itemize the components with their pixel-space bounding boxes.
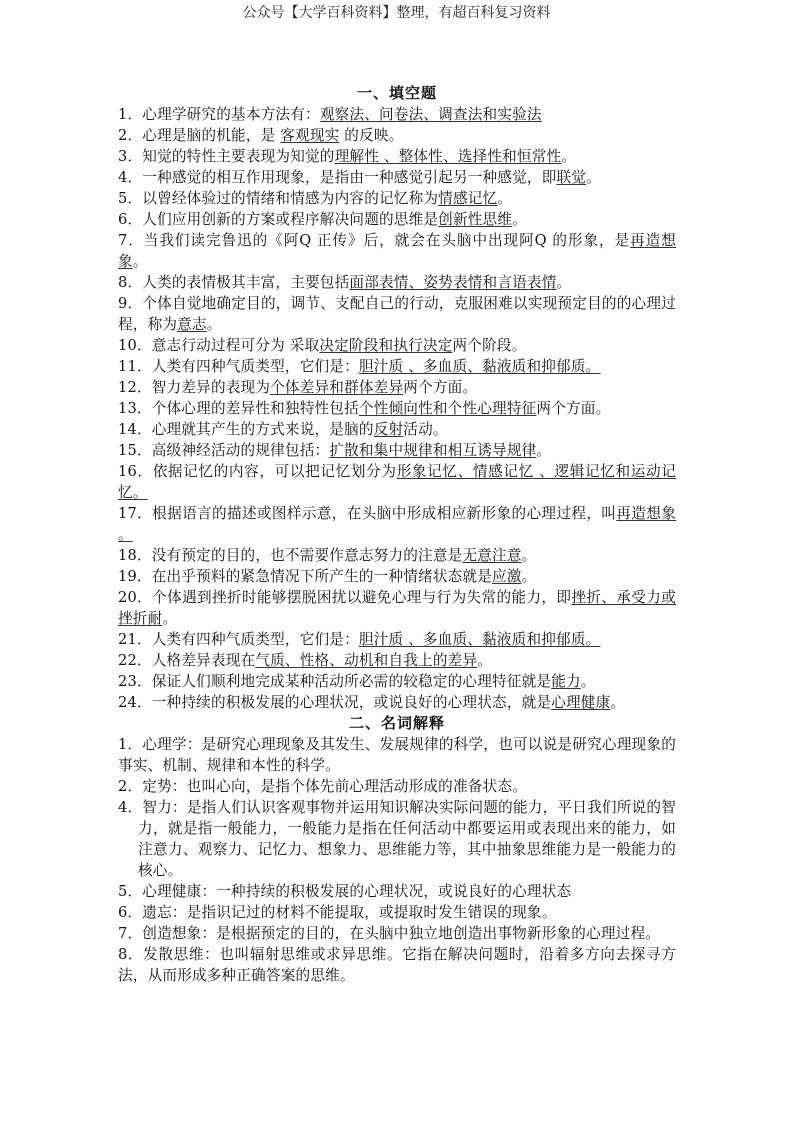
answer: 情感记忆: [438, 190, 498, 207]
answer: 创新性思维: [438, 211, 513, 228]
fill-item: 17．根据语言的描述或图样示意，在头脑中形成相应新形象的心理过程，叫再造想象 。: [118, 505, 676, 543]
fill-item: 2．心理是脑的机能，是 客观现实 的反映。: [118, 127, 404, 144]
definitions-list: [118, 734, 676, 986]
answer: 挫折、承受力或挫折耐: [118, 589, 676, 627]
fill-item: 5．以曾经体验过的情绪和情感为内容的记忆称为情感记忆。: [118, 190, 513, 207]
definition-item: 5．心理健康：一种持续的积极发展的心理状况，或说良好的心理状态: [118, 883, 572, 900]
answer: 个体差异和群体差异: [270, 379, 404, 396]
fill-item: 1．心理学研究的基本方法有：观察法、问卷法、调查法和实验法: [118, 106, 542, 123]
answer: 意志: [177, 316, 207, 333]
fill-item: 9．个体自觉地确定目的，调节、支配自己的行动，克服困难以实现预定目的的心理过程，称为意志。: [118, 295, 676, 333]
fill-item: 24．一种持续的积极发展的心理状况，或说良好的心理状态，就是心理健康。: [118, 694, 626, 711]
fill-in-list: [118, 104, 676, 713]
definition-item: 4．智力：是指人们认识客观事物并运用知识解决实际问题的能力，平日我们所说的智力，就是指一般能力，一般能力是指在任何活动中都要运用或表现出来的能力，如注意力、观察力、记忆力、想象力、思维能力等，其中抽象思维能力是一般能力的核心。: [118, 799, 676, 879]
definition-item: 6．遗忘：是指识记过的材料不能提取，或提取时发生错误的现象。: [118, 904, 557, 921]
answer: 扩散和集中规律和相互诱导规律: [329, 442, 537, 459]
answer: 观察法、问卷法、调查法和实验法: [319, 106, 542, 123]
fill-item: 6．人们应用创新的方案或程序解决问题的思维是创新性思维。: [118, 211, 527, 228]
fill-item: 18．没有预定的目的，也不需要作意志努力的注意是无意注意。: [118, 547, 537, 564]
fill-item: 14．心理就其产生的方式来说，是脑的反射活动。: [118, 421, 448, 438]
fill-item: 20．个体遇到挫折时能够摆脱困扰以避免心理与行为失常的能力，即挫折、承受力或挫折耐。: [118, 589, 676, 627]
fill-item: 11．人类有四种气质类型，它们是：胆汁质 、多血质、黏液质和抑郁质。: [118, 358, 601, 375]
fill-item: 15．高级神经活动的规律包括：扩散和集中规律和相互诱导规律。: [118, 442, 552, 459]
fill-item: 12．智力差异的表现为个体差异和群体差异两个方面。: [118, 379, 478, 396]
answer: 形象记忆、情感记忆 、逻辑记忆和运动记忆。: [118, 463, 677, 501]
fill-item: 22．人格差异表现在气质、性格、动机和自我上的差异。: [118, 652, 493, 669]
fill-item: 16．依据记忆的内容，可以把记忆划分为形象记忆、情感记忆 、逻辑记忆和运动记忆。: [118, 463, 677, 501]
answer: 个性倾向性和个性心理特征: [358, 400, 537, 417]
answer: 决定阶段和执行决定: [319, 337, 453, 354]
fill-item: 23．保证人们顺利地完成某种活动所必需的较稳定的心理特征就是能力。: [118, 673, 596, 690]
definition-item: 2．定势：也叫心向，是指个体先前心理活动形成的准备状态。: [118, 778, 527, 795]
answer: 心理健康: [551, 694, 611, 711]
fill-item: 3．知觉的特性主要表现为知觉的理解性 、整体性、选择性和恒常性。: [118, 148, 577, 165]
section-title-fill-in: 一、填空题: [356, 84, 437, 102]
fill-item: 4．一种感觉的相互作用现象，是指由一种感觉引起另一种感觉，即联觉。: [118, 169, 601, 186]
answer: 客观现实: [280, 127, 340, 144]
fill-item: 19．在出乎预料的紧急情况下所产生的一种情绪状态就是应激。: [118, 568, 537, 585]
answer: 无意注意: [462, 547, 522, 564]
answer: 理解性 、整体性、选择性和恒常性: [334, 148, 562, 165]
answer: 联觉: [556, 169, 587, 186]
answer: 再造想象: [118, 232, 677, 270]
fill-item: 21．人类有四种气质类型，它们是：胆汁质 、多血质、黏液质和抑郁质。: [118, 631, 601, 648]
answer: 面部表情、姿势表情和言语表情: [349, 274, 557, 291]
definition-item: 1．心理学：是研究心理现象及其发生、发展规律的科学，也可以说是研究心理现象的事实、机制、规律和本性的科学。: [118, 736, 676, 774]
answer: 气质、性格、动机和自我上的差异: [255, 652, 478, 669]
answer: 再造想象 。: [118, 505, 676, 543]
answer: 胆汁质 、多血质、黏液质和抑郁质。: [358, 358, 601, 375]
answer: 能力: [551, 673, 581, 690]
fill-item: 7．当我们读完鲁迅的《阿Q 正传》后，就会在头脑中出现阿Q 的形象，是再造想象。: [118, 232, 677, 270]
definition-item: 8．发散思维：也叫辐射思维或求异思维。它指在解决问题时，沿着多方向去探寻方法，从而形成多种正确答案的思维。: [118, 946, 676, 984]
answer: 胆汁质 、多血质、黏液质和抑郁质。: [358, 631, 601, 648]
fill-item: 8．人类的表情极其丰富，主要包括面部表情、姿势表情和言语表情。: [118, 274, 572, 291]
section-title-definitions: 二、名词解释: [348, 714, 445, 732]
page-header: 公众号【大学百科资料】整理，有超百科复习资料: [242, 5, 551, 21]
answer: 应激: [492, 568, 522, 585]
fill-item: 13．个体心理的差异性和独特性包括个性倾向性和个性心理特征两个方面。: [118, 400, 611, 417]
definition-item: 7．创造想象：是根据预定的目的，在头脑中独立地创造出事物新形象的心理过程。: [118, 925, 661, 942]
document-body: [118, 83, 676, 986]
answer: 反射: [373, 421, 404, 438]
fill-item: 10．意志行动过程可分为 采取决定阶段和执行决定两个阶段。: [118, 337, 527, 354]
